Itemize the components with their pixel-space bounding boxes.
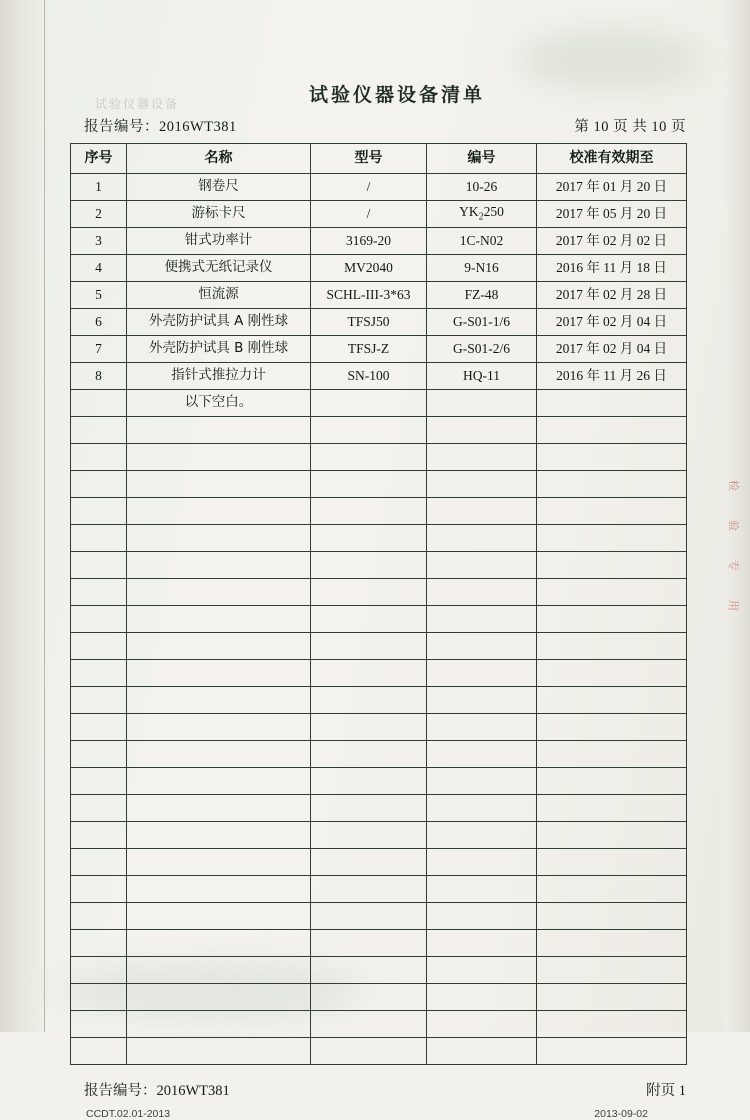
cell-name bbox=[127, 606, 311, 633]
page-footer bbox=[70, 1079, 690, 1120]
cell-no: 7 bbox=[71, 336, 127, 363]
cell-name bbox=[127, 795, 311, 822]
cell-model bbox=[311, 822, 427, 849]
cell-valid bbox=[537, 957, 687, 984]
cell-name bbox=[127, 957, 311, 984]
cell-no bbox=[71, 795, 127, 822]
cell-code bbox=[427, 390, 537, 417]
cell-code bbox=[427, 525, 537, 552]
cell-code bbox=[427, 849, 537, 876]
table-row bbox=[71, 201, 687, 228]
stamp-fragment: 用 bbox=[727, 600, 740, 611]
cell-model bbox=[311, 606, 427, 633]
table-row-empty bbox=[71, 660, 687, 687]
cell-model bbox=[311, 498, 427, 525]
cell-valid bbox=[537, 606, 687, 633]
cell-code bbox=[427, 1011, 537, 1038]
cell-name bbox=[127, 984, 311, 1011]
cell-name: 钢卷尺 bbox=[127, 174, 311, 201]
cell-no bbox=[71, 498, 127, 525]
cell-valid bbox=[537, 930, 687, 957]
report-number: 报告编号：2016WT381 bbox=[84, 119, 237, 135]
cell-valid bbox=[537, 1038, 687, 1065]
cell-no bbox=[71, 741, 127, 768]
cell-name bbox=[127, 822, 311, 849]
cell-name bbox=[127, 660, 311, 687]
table-row-empty bbox=[71, 579, 687, 606]
cell-name bbox=[127, 1011, 311, 1038]
table-row-empty bbox=[71, 984, 687, 1011]
cell-name bbox=[127, 768, 311, 795]
cell-valid bbox=[537, 768, 687, 795]
table-row-empty bbox=[71, 1011, 687, 1038]
page-left-margin bbox=[0, 0, 46, 1032]
cell-code: 1C-N02 bbox=[427, 228, 537, 255]
cell-model bbox=[311, 471, 427, 498]
cell-no bbox=[71, 525, 127, 552]
cell-no bbox=[71, 633, 127, 660]
cell-no: 3 bbox=[71, 228, 127, 255]
equipment-table bbox=[70, 143, 687, 1065]
cell-name bbox=[127, 471, 311, 498]
cell-no bbox=[71, 1038, 127, 1065]
cell-model: / bbox=[311, 174, 427, 201]
footer-attachment: 附页 1 bbox=[646, 1083, 686, 1099]
cell-valid bbox=[537, 660, 687, 687]
cell-name bbox=[127, 930, 311, 957]
cell-no: 5 bbox=[71, 282, 127, 309]
cell-no: 2 bbox=[71, 201, 127, 228]
bleed-through-text: 试验仪器设备 bbox=[95, 97, 180, 111]
table-row-empty bbox=[71, 606, 687, 633]
cell-code bbox=[427, 444, 537, 471]
cell-name: 游标卡尺 bbox=[127, 201, 311, 228]
cell-no bbox=[71, 849, 127, 876]
form-code: CCDT.02.01-2013 bbox=[86, 1108, 171, 1120]
cell-model bbox=[311, 390, 427, 417]
cell-code bbox=[427, 660, 537, 687]
cell-code: FZ-48 bbox=[427, 282, 537, 309]
cell-code: 10-26 bbox=[427, 174, 537, 201]
cell-model bbox=[311, 930, 427, 957]
table-header-row bbox=[71, 144, 687, 174]
cell-no: 1 bbox=[71, 174, 127, 201]
cell-model: TFSJ-Z bbox=[311, 336, 427, 363]
page-title: 试验仪器设备清单 bbox=[308, 84, 485, 106]
cell-valid bbox=[537, 417, 687, 444]
table-row-empty bbox=[71, 930, 687, 957]
cell-name bbox=[127, 633, 311, 660]
cell-code bbox=[427, 552, 537, 579]
cell-code bbox=[427, 795, 537, 822]
table-row-empty bbox=[71, 957, 687, 984]
cell-valid: 2017 年 02 月 28 日 bbox=[537, 282, 687, 309]
table-row-empty bbox=[71, 849, 687, 876]
table-row bbox=[71, 363, 687, 390]
cell-valid bbox=[537, 525, 687, 552]
cell-code bbox=[427, 1038, 537, 1065]
table-row-empty bbox=[71, 741, 687, 768]
cell-name: 以下空白。 bbox=[127, 390, 311, 417]
table-row-empty bbox=[71, 444, 687, 471]
cell-no bbox=[71, 444, 127, 471]
cell-code bbox=[427, 903, 537, 930]
cell-name: 便携式无纸记录仪 bbox=[127, 255, 311, 282]
page-right-margin bbox=[724, 0, 750, 1032]
cell-no bbox=[71, 390, 127, 417]
document-meta bbox=[70, 115, 690, 136]
page-number: 第 10 页 共 10 页 bbox=[574, 119, 686, 135]
table-row-empty bbox=[71, 417, 687, 444]
cell-valid bbox=[537, 849, 687, 876]
table-row bbox=[71, 309, 687, 336]
cell-no bbox=[71, 984, 127, 1011]
cell-code: G-S01-2/6 bbox=[427, 336, 537, 363]
cell-code bbox=[427, 930, 537, 957]
cell-no bbox=[71, 930, 127, 957]
cell-no bbox=[71, 606, 127, 633]
cell-no bbox=[71, 660, 127, 687]
cell-model: MV2040 bbox=[311, 255, 427, 282]
cell-model bbox=[311, 417, 427, 444]
cell-code bbox=[427, 984, 537, 1011]
page-left-rule bbox=[44, 0, 45, 1032]
cell-model bbox=[311, 579, 427, 606]
cell-name bbox=[127, 444, 311, 471]
cell-code bbox=[427, 768, 537, 795]
cell-code bbox=[427, 579, 537, 606]
cell-no bbox=[71, 714, 127, 741]
cell-valid bbox=[537, 822, 687, 849]
cell-name bbox=[127, 498, 311, 525]
table-row-empty bbox=[71, 525, 687, 552]
cell-no bbox=[71, 687, 127, 714]
cell-valid bbox=[537, 498, 687, 525]
table-row-empty bbox=[71, 552, 687, 579]
cell-model bbox=[311, 849, 427, 876]
table-body bbox=[71, 174, 687, 1065]
cell-model: SCHL-III-3*63 bbox=[311, 282, 427, 309]
table-row-empty bbox=[71, 876, 687, 903]
cell-code bbox=[427, 471, 537, 498]
cell-no: 4 bbox=[71, 255, 127, 282]
cell-no bbox=[71, 552, 127, 579]
cell-valid: 2017 年 01 月 20 日 bbox=[537, 174, 687, 201]
table-row-empty bbox=[71, 795, 687, 822]
cell-no: 6 bbox=[71, 309, 127, 336]
cell-model bbox=[311, 1038, 427, 1065]
table-row-note bbox=[71, 390, 687, 417]
cell-name bbox=[127, 876, 311, 903]
cell-code bbox=[427, 876, 537, 903]
table-row-empty bbox=[71, 498, 687, 525]
cell-code: HQ-11 bbox=[427, 363, 537, 390]
cell-model bbox=[311, 660, 427, 687]
header-code: 编号 bbox=[427, 144, 537, 174]
table-row-empty bbox=[71, 1038, 687, 1065]
cell-model bbox=[311, 1011, 427, 1038]
table-row-empty bbox=[71, 471, 687, 498]
cell-code: 9-N16 bbox=[427, 255, 537, 282]
form-date: 2013-09-02 bbox=[594, 1108, 648, 1120]
table-row-empty bbox=[71, 822, 687, 849]
cell-valid bbox=[537, 1011, 687, 1038]
cell-valid bbox=[537, 984, 687, 1011]
header-valid: 校准有效期至 bbox=[537, 144, 687, 174]
cell-name bbox=[127, 552, 311, 579]
cell-valid bbox=[537, 741, 687, 768]
cell-model bbox=[311, 903, 427, 930]
cell-no bbox=[71, 957, 127, 984]
cell-code bbox=[427, 498, 537, 525]
cell-model bbox=[311, 957, 427, 984]
cell-model bbox=[311, 444, 427, 471]
cell-model bbox=[311, 795, 427, 822]
stamp-fragment: 验 bbox=[727, 520, 740, 531]
cell-name bbox=[127, 741, 311, 768]
cell-model bbox=[311, 633, 427, 660]
cell-code bbox=[427, 687, 537, 714]
cell-valid: 2017 年 02 月 04 日 bbox=[537, 309, 687, 336]
cell-no bbox=[71, 903, 127, 930]
table-row-empty bbox=[71, 903, 687, 930]
cell-valid bbox=[537, 795, 687, 822]
cell-name bbox=[127, 687, 311, 714]
table-row bbox=[71, 255, 687, 282]
cell-no bbox=[71, 876, 127, 903]
cell-code bbox=[427, 606, 537, 633]
cell-no bbox=[71, 768, 127, 795]
cell-name bbox=[127, 903, 311, 930]
cell-valid: 2017 年 05 月 20 日 bbox=[537, 201, 687, 228]
cell-model bbox=[311, 876, 427, 903]
table-row bbox=[71, 282, 687, 309]
cell-name bbox=[127, 525, 311, 552]
cell-code bbox=[427, 741, 537, 768]
cell-valid: 2017 年 02 月 04 日 bbox=[537, 336, 687, 363]
document-content bbox=[70, 80, 690, 1120]
cell-no bbox=[71, 1011, 127, 1038]
cell-valid: 2016 年 11 月 18 日 bbox=[537, 255, 687, 282]
cell-code: G-S01-1/6 bbox=[427, 309, 537, 336]
cell-valid bbox=[537, 714, 687, 741]
cell-valid bbox=[537, 687, 687, 714]
cell-name: 恒流源 bbox=[127, 282, 311, 309]
cell-code: $YK_2250$ bbox=[427, 201, 537, 228]
cell-model bbox=[311, 525, 427, 552]
cell-valid bbox=[537, 903, 687, 930]
table-row bbox=[71, 174, 687, 201]
cell-valid bbox=[537, 633, 687, 660]
cell-model bbox=[311, 768, 427, 795]
table-row-empty bbox=[71, 768, 687, 795]
cell-valid bbox=[537, 390, 687, 417]
table-row bbox=[71, 228, 687, 255]
cell-model: 3169-20 bbox=[311, 228, 427, 255]
cell-valid bbox=[537, 444, 687, 471]
cell-no: 8 bbox=[71, 363, 127, 390]
cell-code bbox=[427, 957, 537, 984]
cell-model bbox=[311, 741, 427, 768]
cell-name bbox=[127, 579, 311, 606]
cell-code bbox=[427, 417, 537, 444]
cell-name: 指针式推拉力计 bbox=[127, 363, 311, 390]
stamp-fragment: 专 bbox=[727, 560, 740, 571]
stamp-fragment: 检 bbox=[727, 480, 740, 491]
cell-name bbox=[127, 714, 311, 741]
cell-name bbox=[127, 1038, 311, 1065]
table-row bbox=[71, 336, 687, 363]
cell-model: TFSJ50 bbox=[311, 309, 427, 336]
cell-name bbox=[127, 849, 311, 876]
table-row-empty bbox=[71, 687, 687, 714]
cell-model: SN-100 bbox=[311, 363, 427, 390]
cell-valid: 2016 年 11 月 26 日 bbox=[537, 363, 687, 390]
cell-code bbox=[427, 633, 537, 660]
cell-no bbox=[71, 822, 127, 849]
header-name: 名称 bbox=[127, 144, 311, 174]
cell-model bbox=[311, 687, 427, 714]
cell-model bbox=[311, 714, 427, 741]
cell-model: / bbox=[311, 201, 427, 228]
cell-no bbox=[71, 579, 127, 606]
cell-valid bbox=[537, 579, 687, 606]
cell-name: 外壳防护试具 B 刚性球 bbox=[127, 336, 311, 363]
cell-name: 钳式功率计 bbox=[127, 228, 311, 255]
cell-valid: 2017 年 02 月 02 日 bbox=[537, 228, 687, 255]
cell-no bbox=[71, 417, 127, 444]
header-model: 型号 bbox=[311, 144, 427, 174]
header-no: 序号 bbox=[71, 144, 127, 174]
footer-report-number: 报告编号：2016WT381 bbox=[84, 1083, 230, 1099]
cell-model bbox=[311, 984, 427, 1011]
cell-model bbox=[311, 552, 427, 579]
cell-valid bbox=[537, 471, 687, 498]
cell-code bbox=[427, 822, 537, 849]
cell-no bbox=[71, 471, 127, 498]
cell-code bbox=[427, 714, 537, 741]
table-row-empty bbox=[71, 633, 687, 660]
cell-valid bbox=[537, 552, 687, 579]
cell-valid bbox=[537, 876, 687, 903]
cell-name bbox=[127, 417, 311, 444]
table-row-empty bbox=[71, 714, 687, 741]
cell-name: 外壳防护试具 A 刚性球 bbox=[127, 309, 311, 336]
